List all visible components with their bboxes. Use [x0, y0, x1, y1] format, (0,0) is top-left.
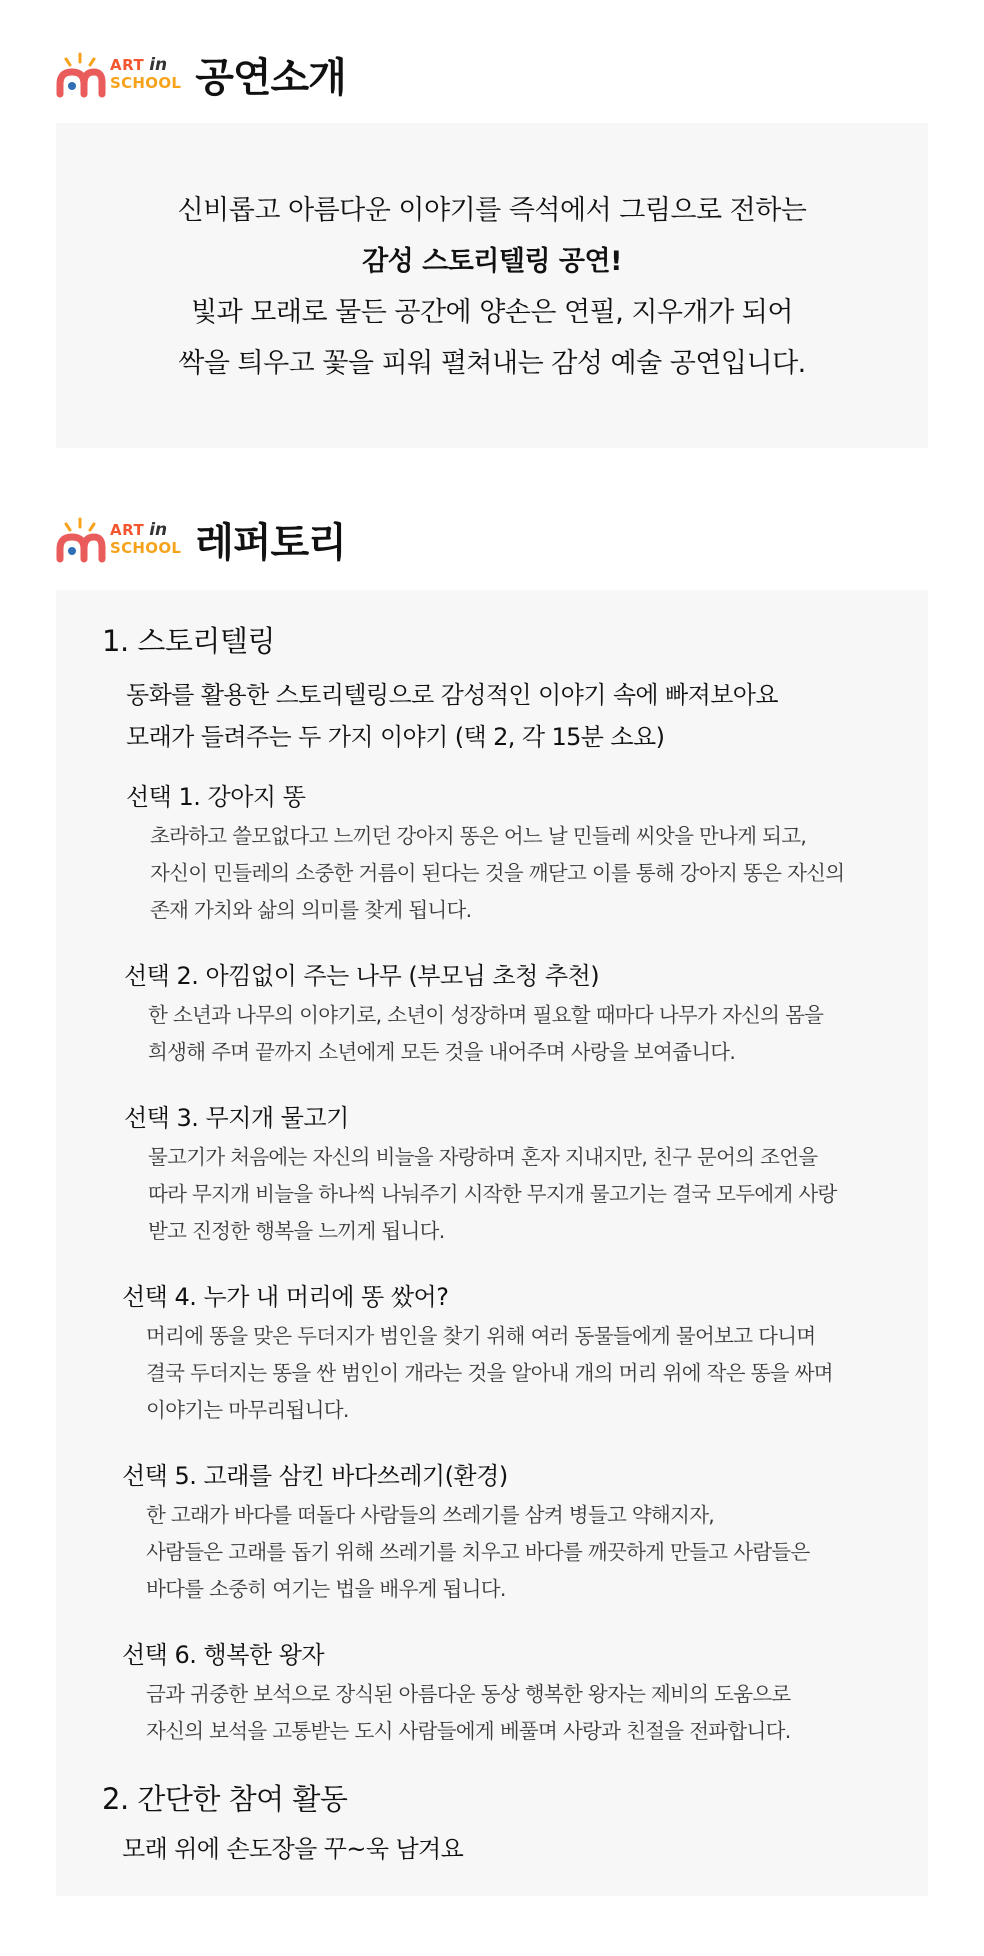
choice-body	[150, 818, 902, 929]
choice-line: 금과 귀중한 보석으로 장식된 아름다운 동상 행복한 왕자는 제비의 도움으로	[146, 1682, 791, 1706]
logo-school-text: SCHOOL	[110, 74, 182, 92]
choice-body	[146, 1318, 902, 1429]
intro-section-header	[54, 46, 346, 102]
choice-line: 이야기는 마무리됩니다.	[146, 1398, 349, 1422]
choice-title: 선택 5. 고래를 삼킨 바다쓰레기(환경)	[122, 1462, 508, 1490]
part1-desc-line: 모래가 들려주는 두 가지 이야기 (택 2, 각 15분 소요)	[126, 723, 665, 751]
art-in-school-logo-icon	[54, 515, 106, 563]
choice-line: 따라 무지개 비늘을 하나씩 나눠주기 시작한 무지개 물고기는 결국 모두에게 사랑	[148, 1182, 837, 1206]
choice-title: 선택 3. 무지개 물고기	[124, 1104, 349, 1132]
choice-2	[124, 959, 902, 1071]
repertoire-section-title: 레퍼토리	[195, 519, 346, 566]
choice-line: 받고 진정한 행복을 느끼게 됩니다.	[148, 1219, 445, 1243]
logo-wordmark	[110, 57, 181, 91]
part1-title: 1. 스토리텔링	[102, 624, 275, 658]
intro-section-title: 공연소개	[195, 54, 346, 101]
art-in-school-logo	[54, 515, 181, 563]
choice-line: 존재 가치와 삶의 의미를 찾게 됩니다.	[150, 898, 472, 922]
choice-body	[148, 997, 902, 1071]
part1-description	[126, 674, 902, 758]
choice-line: 물고기가 처음에는 자신의 비늘을 자랑하며 혼자 지내지만, 친구 문어의 조언을	[148, 1145, 818, 1169]
logo-wordmark	[110, 522, 181, 556]
choice-line: 머리에 똥을 맞은 두더지가 범인을 찾기 위해 여러 동물들에게 물어보고 다니며	[146, 1324, 816, 1348]
intro-line: 싹을 틔우고 꽃을 피워 펼쳐내는 감성 예술 공연입니다.	[178, 348, 806, 379]
repertoire-box	[56, 590, 928, 1896]
part2-title: 2. 간단한 참여 활동	[102, 1782, 348, 1816]
part2-desc-line: 모래 위에 손도장을 꾸~욱 남겨요	[122, 1835, 464, 1863]
intro-line: 빛과 모래로 물든 공간에 양손은 연필, 지우개가 되어	[191, 297, 793, 328]
logo-art-text: ART	[110, 56, 145, 74]
choice-line: 바다를 소중히 여기는 법을 배우게 됩니다.	[146, 1577, 506, 1601]
choice-line: 한 고래가 바다를 떠돌다 사람들의 쓰레기를 삼켜 병들고 약해지자,	[146, 1503, 715, 1527]
choice-line: 자신이 민들레의 소중한 거름이 된다는 것을 깨닫고 이를 통해 강아지 똥은 자신의	[150, 861, 845, 885]
choice-title: 선택 4. 누가 내 머리에 똥 쌌어?	[122, 1283, 449, 1311]
choice-body	[146, 1497, 902, 1608]
logo-art-text: ART	[110, 521, 145, 539]
choice-line: 한 소년과 나무의 이야기로, 소년이 성장하며 필요할 때마다 나무가 자신의 몸을	[148, 1003, 824, 1027]
part1-desc-line: 동화를 활용한 스토리텔링으로 감성적인 이야기 속에 빠져보아요	[126, 681, 778, 709]
part2	[102, 1778, 902, 1870]
choice-line: 초라하고 쓸모없다고 느끼던 강아지 똥은 어느 날 민들레 씨앗을 만나게 되고,	[150, 824, 807, 848]
part2-description	[122, 1828, 902, 1870]
repertoire-content	[102, 620, 902, 1870]
intro-text	[56, 185, 928, 389]
choice-1	[126, 780, 902, 929]
choice-line: 결국 두더지는 똥을 싼 범인이 개라는 것을 알아내 개의 머리 위에 작은 똥을 싸며	[146, 1361, 833, 1385]
choice-5	[122, 1459, 902, 1608]
intro-box	[56, 123, 928, 448]
choice-3	[124, 1101, 902, 1250]
art-in-school-logo-icon	[54, 50, 106, 98]
choice-4	[122, 1280, 902, 1429]
logo-school-text: SCHOOL	[110, 539, 182, 557]
intro-line: 신비롭고 아름다운 이야기를 즉석에서 그림으로 전하는	[177, 195, 807, 226]
logo-in-text: in	[149, 520, 168, 540]
logo-in-text: in	[149, 55, 168, 75]
choice-line: 자신의 보석을 고통받는 도시 사람들에게 베풀며 사랑과 친절을 전파합니다.	[146, 1719, 791, 1743]
choice-title: 선택 2. 아낌없이 주는 나무 (부모님 초청 추천)	[124, 962, 600, 990]
intro-line-highlight: 감성 스토리텔링 공연!	[362, 246, 622, 277]
choice-body	[146, 1676, 902, 1750]
choice-line: 희생해 주며 끝까지 소년에게 모든 것을 내어주며 사랑을 보여줍니다.	[148, 1040, 736, 1064]
art-in-school-logo	[54, 50, 181, 98]
choice-6	[122, 1638, 902, 1750]
choice-title: 선택 6. 행복한 왕자	[122, 1641, 325, 1669]
choice-line: 사람들은 고래를 돕기 위해 쓰레기를 치우고 바다를 깨끗하게 만들고 사람들은	[146, 1540, 810, 1564]
repertoire-section-header	[54, 511, 346, 567]
choice-body	[148, 1139, 902, 1250]
choice-title: 선택 1. 강아지 똥	[126, 783, 306, 811]
